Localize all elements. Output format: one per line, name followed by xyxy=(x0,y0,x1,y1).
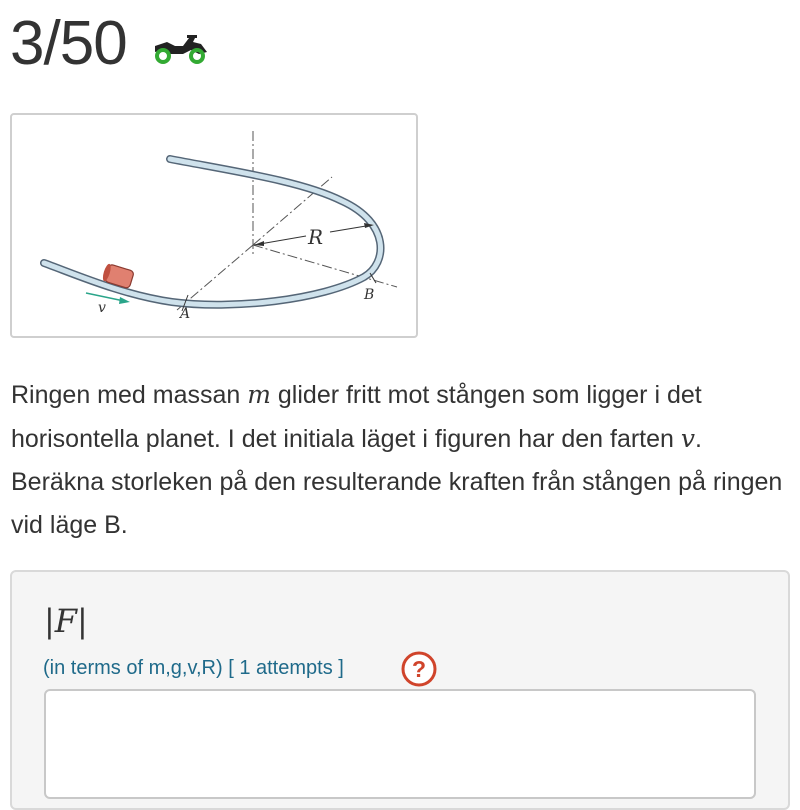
velocity-label: v xyxy=(98,300,106,316)
problem-text-1: Ringen med massan xyxy=(11,381,248,409)
svg-text:?: ? xyxy=(411,656,427,682)
motorcycle-icon xyxy=(149,32,211,66)
problem-number: 3/50 xyxy=(10,9,127,78)
answer-label: |F| xyxy=(44,602,88,640)
problem-figure xyxy=(10,113,418,338)
answer-panel xyxy=(10,570,790,810)
point-b-label: B xyxy=(364,287,375,303)
problem-header xyxy=(10,4,211,84)
variable-m: m xyxy=(247,380,271,409)
answer-hint: (in terms of m,g,v,R) [ 1 attempts ] xyxy=(43,657,344,679)
problem-text-3: . Beräkna storleken på den resulterande kraften från stången på ringen vid läge B. xyxy=(11,425,783,539)
question-mark-icon[interactable] xyxy=(400,650,438,688)
variable-v: v xyxy=(680,424,695,453)
problem-text-2: glider fritt mot stången som ligger i det horisontella planet. I det initiala läget i figuren har den farten xyxy=(11,381,702,453)
rod-diagram xyxy=(12,115,416,336)
radius-label: R xyxy=(308,225,324,249)
point-a-label: A xyxy=(180,306,191,322)
problem-statement xyxy=(11,373,791,547)
answer-input[interactable] xyxy=(44,689,756,799)
